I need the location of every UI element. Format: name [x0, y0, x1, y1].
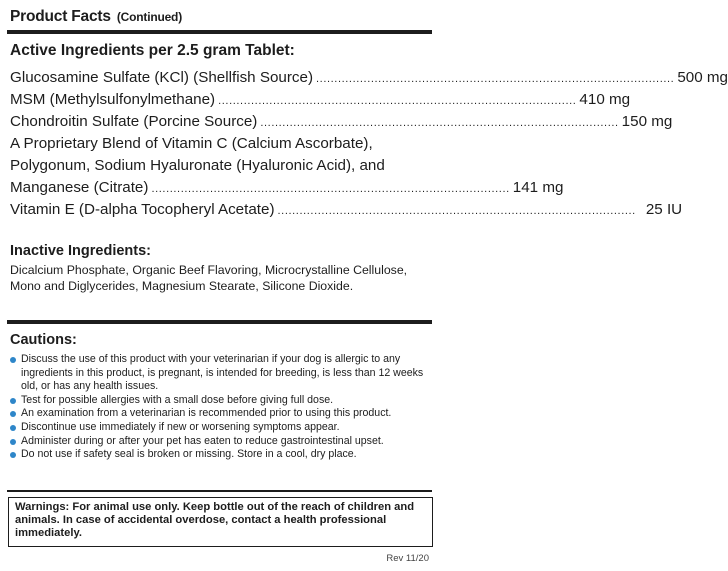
caution-item	[8, 407, 433, 421]
revision-label: Rev 11/20	[386, 553, 429, 564]
warning-rule	[7, 490, 432, 492]
ingredient-line	[10, 155, 429, 177]
ingredient-name: Manganese (Citrate)	[10, 179, 149, 196]
ingredient-row	[10, 111, 673, 133]
active-ingredients-list	[10, 67, 728, 221]
caution-item	[8, 421, 433, 435]
section-rule	[7, 320, 432, 324]
bullet-icon	[10, 357, 16, 363]
ingredient-amount: 410 mg	[579, 91, 631, 108]
bullet-icon	[10, 398, 16, 404]
ingredient-amount: 500 mg	[677, 69, 728, 86]
ingredient-row	[10, 177, 564, 199]
ingredient-row	[10, 89, 631, 111]
caution-text: Administer during or after your pet has eaten to reduce gastrointestinal upset.	[21, 434, 384, 447]
caution-text: Discuss the use of this product with your veterinarian if your dog is allergic to any ingredients in this product, is pregnant, is intended for breeding, is less than 12 weeks old, or has any health issues.	[21, 353, 424, 393]
warning-text: Warnings: For animal use only. Keep bottle out of the reach of children and animals. In case of accidental overdose, contact a health professional immediately.	[15, 501, 415, 539]
caution-item	[8, 435, 433, 449]
bullet-icon	[10, 439, 16, 445]
caution-text: Do not use if safety seal is broken or missing. Store in a cool, dry place.	[21, 448, 357, 461]
title-subtitle: (Continued)	[116, 10, 182, 24]
cautions-list	[8, 353, 433, 462]
dot-leader: ..................................................................................................	[218, 95, 577, 107]
ingredient-name-line: Polygonum, Sodium Hyaluronate (Hyaluronic Acid), and	[10, 157, 385, 174]
caution-text: An examination from a veterinarian is recommended prior to using this product.	[21, 407, 392, 420]
caution-item	[8, 448, 433, 462]
dot-leader: ..................................................................................................	[316, 73, 675, 85]
ingredient-name: Chondroitin Sulfate (Porcine Source)	[10, 113, 258, 130]
ingredient-name: Glucosamine Sulfate (KCl) (Shellfish Source)	[10, 69, 314, 86]
warning-box	[8, 497, 433, 547]
caution-item	[8, 353, 433, 394]
ingredient-line	[10, 133, 429, 155]
active-ingredients-heading: Active Ingredients per 2.5 gram Tablet:	[10, 42, 295, 59]
dot-leader: ..................................................................................................	[260, 117, 619, 129]
ingredient-amount: 150 mg	[621, 113, 673, 130]
bullet-icon	[10, 425, 16, 431]
caution-text: Discontinue use immediately if new or worsening symptoms appear.	[21, 420, 340, 433]
dot-leader: ..................................................................................................	[151, 183, 510, 195]
ingredient-amount: 25 IU	[645, 201, 683, 218]
bullet-icon	[10, 411, 16, 417]
caution-text: Test for possible allergies with a small dose before giving full dose.	[21, 393, 334, 406]
dot-leader: ..................................................................................................	[277, 205, 636, 217]
bullet-icon	[10, 452, 16, 458]
ingredient-name-line: A Proprietary Blend of Vitamin C (Calcium Ascorbate),	[10, 135, 373, 152]
cautions-heading: Cautions:	[10, 332, 77, 348]
inactive-ingredients-text: Dicalcium Phosphate, Organic Beef Flavoring, Microcrystalline Cellulose, Mono and Diglycerides, Magnesium Stearate, Silicone Dioxide.	[10, 263, 408, 293]
ingredient-row	[10, 67, 728, 89]
title-text: Product Facts	[10, 8, 111, 25]
caution-item	[8, 394, 433, 408]
header-rule	[7, 30, 432, 34]
page-title	[10, 8, 182, 26]
ingredient-row	[10, 199, 683, 221]
ingredient-name: Vitamin E (D-alpha Tocopheryl Acetate)	[10, 201, 275, 218]
inactive-ingredients-heading: Inactive Ingredients:	[10, 243, 152, 259]
ingredient-name: MSM (Methylsulfonylmethane)	[10, 91, 216, 108]
ingredient-amount: 141 mg	[512, 179, 564, 196]
